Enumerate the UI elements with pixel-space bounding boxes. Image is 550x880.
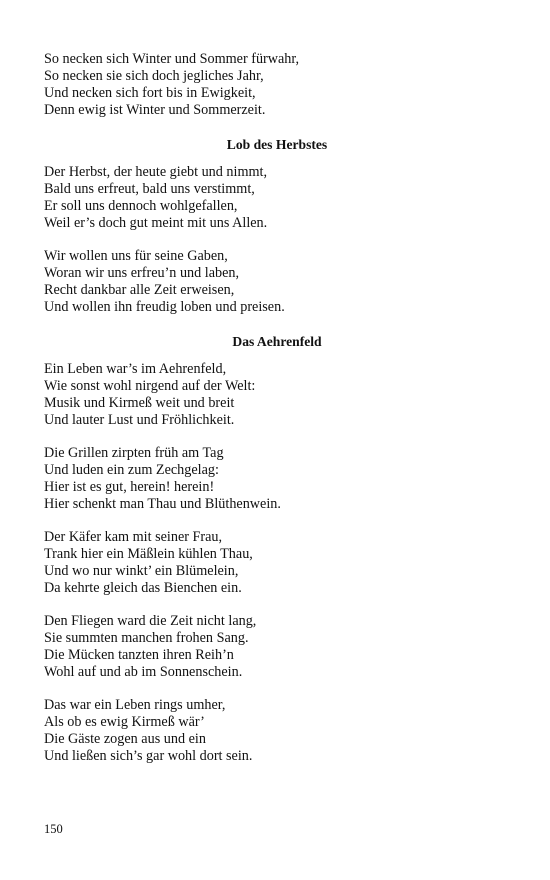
verse-line: Wie sonst wohl nirgend auf der Welt: [44, 378, 256, 394]
verse-line: Da kehrte gleich das Bienchen ein. [44, 580, 242, 596]
verse-line: Musik und Kirmeß weit und breit [44, 395, 235, 411]
poem-continuation [44, 51, 510, 119]
verse-line: Das war ein Leben rings umher, [44, 697, 226, 713]
verse-line: Und luden ein zum Zechgelag: [44, 462, 219, 478]
verse-line: Sie summten manchen frohen Sang. [44, 630, 249, 646]
verse-line: Wohl auf und ab im Sonnenschein. [44, 664, 243, 680]
stanza [44, 164, 510, 232]
verse-line: Als ob es ewig Kirmeß wär’ [44, 714, 205, 730]
verse-line: Wir wollen uns für seine Gaben, [44, 248, 228, 264]
poem-title: Lob des Herbstes [226, 137, 328, 152]
verse-line: Hier schenkt man Thau und Blüthenwein. [44, 496, 281, 512]
verse-line: Bald uns erfreut, bald uns verstimmt, [44, 181, 255, 197]
verse-line: Hier ist es gut, herein! herein! [44, 479, 215, 495]
verse-line: Der Herbst, der heute giebt und nimmt, [44, 164, 268, 180]
poem-title: Das Aehrenfeld [232, 334, 322, 349]
verse-line: Denn ewig ist Winter und Sommerzeit. [44, 102, 266, 118]
verse-line: Und ließen sich’s gar wohl dort sein. [44, 748, 253, 764]
verse-line: Der Käfer kam mit seiner Frau, [44, 529, 223, 545]
verse-line: Recht dankbar alle Zeit erweisen, [44, 282, 235, 298]
page-number: 150 [44, 822, 63, 836]
stanza [44, 51, 510, 119]
page-content [44, 51, 510, 765]
verse-line: Die Gäste zogen aus und ein [44, 731, 206, 747]
stanza [44, 361, 510, 429]
verse-line: Und lauter Lust und Fröhlichkeit. [44, 412, 235, 428]
poem-lob-des-herbstes [44, 136, 510, 316]
verse-line: Und necken sich fort bis in Ewigkeit, [44, 85, 256, 101]
verse-line: Den Fliegen ward die Zeit nicht lang, [44, 613, 257, 629]
verse-line: Woran wir uns erfreu’n und laben, [44, 265, 240, 281]
verse-line: Trank hier ein Mäßlein kühlen Thau, [44, 546, 253, 562]
verse-line: Ein Leben war’s im Aehrenfeld, [44, 361, 227, 377]
stanza [44, 529, 510, 597]
verse-line: Die Grillen zirpten früh am Tag [44, 445, 224, 461]
verse-line: Die Mücken tanzten ihren Reih’n [44, 647, 234, 663]
stanza [44, 248, 510, 316]
stanza [44, 613, 510, 681]
poem-das-aehrenfeld [44, 333, 510, 765]
verse-line: So necken sie sich doch jegliches Jahr, [44, 68, 264, 84]
stanza [44, 697, 510, 765]
verse-line: Und wo nur winkt’ ein Blümelein, [44, 563, 239, 579]
verse-line: So necken sich Winter und Sommer fürwahr, [44, 51, 300, 67]
verse-line: Er soll uns dennoch wohlgefallen, [44, 198, 238, 214]
verse-line: Weil er’s doch gut meint mit uns Allen. [44, 215, 268, 231]
verse-line: Und wollen ihn freudig loben und preisen. [44, 299, 285, 315]
stanza [44, 445, 510, 513]
